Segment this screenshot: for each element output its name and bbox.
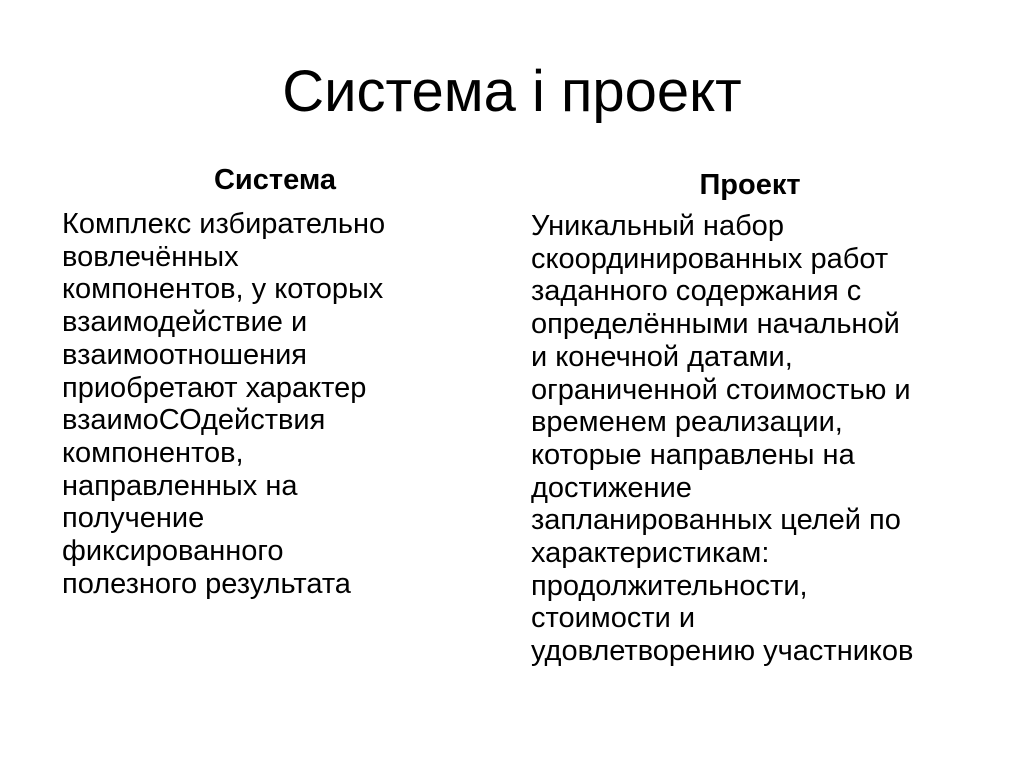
system-heading: Система <box>213 164 337 196</box>
project-definition: Уникальный набор скоординированных работ заданного содержания с определёнными начальной и конечной датами, ограниченной стоимостью и временем реализации, которые направлены на достижение запланированных целей по характеристикам: продолжительности, стоимости и удовлетворению участников <box>531 210 914 668</box>
slide-title: Система і проект <box>282 59 742 124</box>
project-heading: Проект <box>699 169 801 201</box>
system-definition: Комплекс избирательно вовлечённых компонентов, у которых взаимодействие и взаимоотношения приобретают характер взаимоСОдействия компонентов, направленных на получение фиксированного полезного результата <box>62 208 386 600</box>
